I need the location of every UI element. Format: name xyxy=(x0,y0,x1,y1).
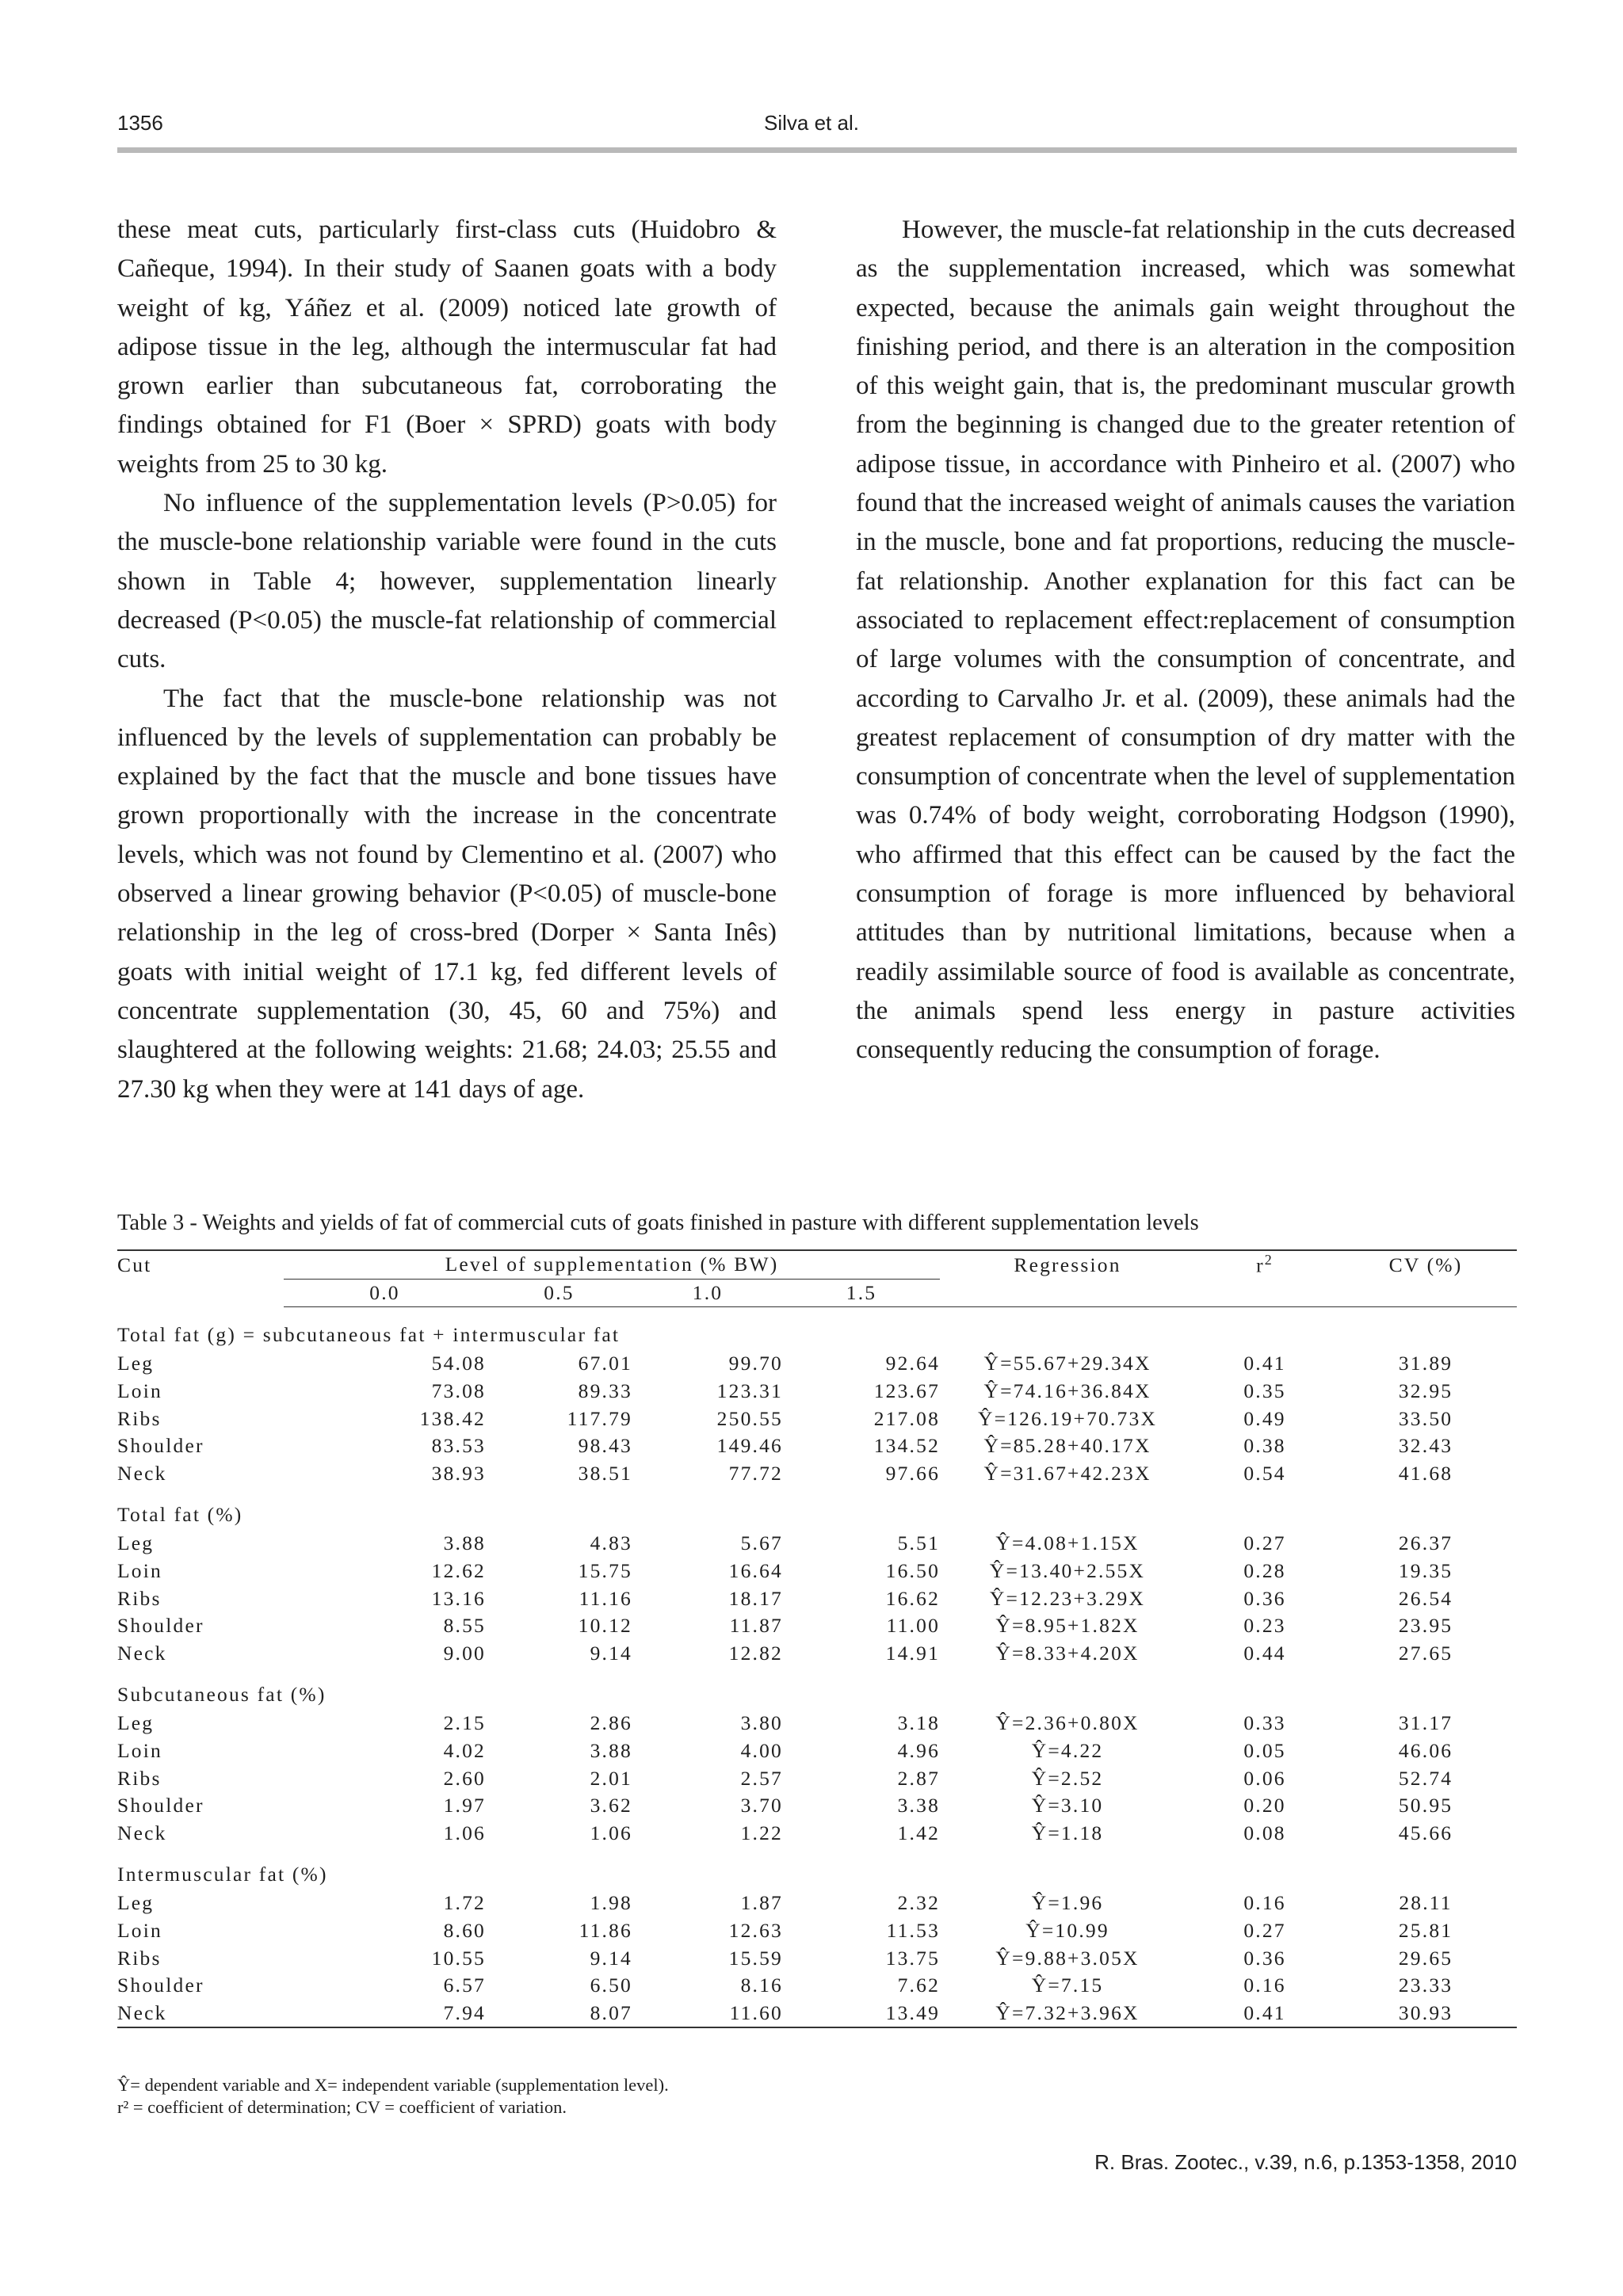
regression-cell: Ŷ=4.22 xyxy=(1031,1739,1104,1763)
r2-cell: 0.41 xyxy=(1243,1352,1286,1375)
table-notes xyxy=(117,2074,669,2119)
table-row xyxy=(117,1890,1517,1917)
cv-header: CV (%) xyxy=(1335,1250,1517,1279)
regression-cell: Ŷ=13.40+2.55X xyxy=(989,1559,1146,1583)
value-cell: 1.72 xyxy=(443,1891,486,1915)
regression-cell: Ŷ=74.16+36.84X xyxy=(983,1379,1151,1403)
level-header: Level of supplementation (% BW) xyxy=(284,1250,940,1279)
r2-cell: 0.20 xyxy=(1243,1794,1286,1817)
table-row xyxy=(117,1350,1517,1378)
cv-cell: 41.68 xyxy=(1398,1461,1453,1485)
table-row xyxy=(117,1405,1517,1432)
cv-cell: 27.65 xyxy=(1398,1641,1453,1665)
right-paragraph-1: However, the muscle-fat relationship in the cuts decreased as the supplementation increased, which was somewhat expected, because the animals gain weight throughout the finishing period, and there is an alteration in the composition of this weight gain, that is, the predominant muscular growth from the beginning is changed due to the greater retention of adipose tissue, in accordance with Pinheiro et al. (2007) who found that the increased weight of animals causes the variation in the muscle, bone and fat proportions, reducing the muscle-fat relationship. Another explanation for this fact can be associated to replacement effect:replacement of consumption of large volumes with the consumption of concentrate, and according to Carvalho Jr. et al. (2009), these animals had the greatest replacement of consumption of dry matter with the consumption of concentrate when the level of supplementation was 0.74% of body weight, corroborating Hodgson (1990), who affirmed that this effect can be caused by the fact the consumption of forage is more influenced by behavioral attitudes than by nutritional limitations, because when a readily assimilable source of food is available as concentrate, the animals spend less energy in pasture activities consequently reducing the consumption of forage. xyxy=(856,215,1515,1065)
regression-cell: Ŷ=9.88+3.05X xyxy=(995,1946,1140,1970)
running-head-author: Silva et al. xyxy=(764,111,859,135)
regression-cell: Ŷ=31.67+42.23X xyxy=(983,1461,1151,1485)
section-title: Total fat (g) = subcutaneous fat + intermuscular fat xyxy=(117,1323,621,1347)
section-title: Total fat (%) xyxy=(117,1503,243,1527)
value-cell: 4.83 xyxy=(590,1531,632,1555)
table-row xyxy=(117,1972,1517,2000)
table-row xyxy=(117,1792,1517,1820)
cv-cell: 50.95 xyxy=(1398,1794,1453,1817)
value-cell: 4.96 xyxy=(897,1739,941,1763)
value-cell: 12.63 xyxy=(728,1918,783,1942)
cut-cell: Leg xyxy=(117,1891,155,1915)
r2-superscript: 2 xyxy=(1264,1252,1274,1268)
left-paragraph-2: No influence of the supplementation levels (P>0.05) for the muscle-bone relationship variable were found in the cuts shown in Table 4; however, supplementation linearly decreased (P<0.05) the muscle-fat relationship of commercial cuts. xyxy=(117,489,777,674)
section-title-row xyxy=(117,1307,1517,1351)
table-row xyxy=(117,1612,1517,1640)
journal-citation: R. Bras. Zootec., v.39, n.6, p.1353-1358, 2010 xyxy=(1094,2150,1517,2174)
regression-cell: Ŷ=1.96 xyxy=(1031,1891,1104,1915)
cv-cell: 45.66 xyxy=(1398,1821,1453,1844)
value-cell: 3.70 xyxy=(740,1794,783,1817)
value-cell: 8.16 xyxy=(740,1974,783,1997)
cut-cell: Loin xyxy=(117,1379,162,1403)
value-cell: 11.53 xyxy=(886,1918,941,1942)
value-cell: 5.51 xyxy=(897,1531,941,1555)
value-cell: 217.08 xyxy=(873,1406,941,1430)
value-cell: 2.15 xyxy=(443,1711,486,1735)
value-cell: 117.79 xyxy=(567,1406,632,1430)
cut-cell: Loin xyxy=(117,1559,162,1583)
table-header-row xyxy=(117,1250,1517,1279)
value-cell: 99.70 xyxy=(728,1352,783,1375)
level-1: 0.5 xyxy=(486,1279,632,1307)
section-title: Intermuscular fat (%) xyxy=(117,1863,328,1886)
cut-cell: Neck xyxy=(117,1821,167,1844)
value-cell: 3.88 xyxy=(590,1739,632,1763)
cut-cell: Neck xyxy=(117,1461,167,1485)
cut-cell: Ribs xyxy=(117,1586,162,1610)
value-cell: 16.62 xyxy=(885,1586,941,1610)
value-cell: 16.64 xyxy=(728,1559,783,1583)
value-cell: 92.64 xyxy=(885,1352,941,1375)
regression-cell: Ŷ=12.23+3.29X xyxy=(989,1586,1146,1610)
cv-cell: 29.65 xyxy=(1398,1946,1453,1970)
regression-header: Regression xyxy=(940,1250,1195,1279)
left-paragraph-3: The fact that the muscle-bone relationship was not influenced by the levels of supplementation can probably be explained by the fact that the muscle and bone tissues have grown proportionally with the increase in the concentrate levels, which was not found by Clementino et al. (2007) who observed a linear growing behavior (P<0.05) of muscle-bone relationship in the leg of cross-bred (Dorper × Santa Inês) goats with initial weight of 17.1 kg, fed different levels of concentrate supplementation (30, 45, 60 and 75%) and slaughtered at the following weights: 21.68; 24.03; 25.55 and 27.30 kg when they were at 141 days of age. xyxy=(117,684,777,1104)
level-2: 1.0 xyxy=(632,1279,783,1307)
cut-cell: Leg xyxy=(117,1352,155,1375)
value-cell: 15.75 xyxy=(578,1559,632,1583)
value-cell: 38.93 xyxy=(431,1461,486,1485)
cv-cell: 28.11 xyxy=(1399,1891,1453,1915)
table-row xyxy=(117,1764,1517,1792)
value-cell: 11.86 xyxy=(579,1918,632,1942)
value-cell: 12.62 xyxy=(431,1559,486,1583)
r2-label: r xyxy=(1256,1253,1265,1277)
value-cell: 14.91 xyxy=(885,1641,941,1665)
r2-cell: 0.05 xyxy=(1243,1739,1286,1763)
value-cell: 7.62 xyxy=(897,1974,941,1997)
value-cell: 12.82 xyxy=(728,1641,783,1665)
r2-cell: 0.44 xyxy=(1243,1641,1286,1665)
cut-cell: Shoulder xyxy=(117,1614,204,1638)
value-cell: 9.14 xyxy=(590,1946,632,1970)
r2-cell: 0.49 xyxy=(1243,1406,1286,1430)
value-cell: 4.02 xyxy=(443,1739,486,1763)
regression-cell: Ŷ=7.15 xyxy=(1031,1974,1104,1997)
level-0: 0.0 xyxy=(284,1279,486,1307)
value-cell: 5.67 xyxy=(740,1531,783,1555)
value-cell: 1.22 xyxy=(740,1821,783,1844)
table-caption: Table 3 - Weights and yields of fat of commercial cuts of goats finished in pasture with different supplementation levels xyxy=(117,1211,1199,1235)
value-cell: 11.87 xyxy=(729,1614,783,1638)
r2-cell: 0.27 xyxy=(1243,1531,1286,1555)
value-cell: 98.43 xyxy=(578,1434,632,1458)
cv-cell: 31.17 xyxy=(1398,1711,1453,1735)
value-cell: 9.14 xyxy=(590,1641,632,1665)
cv-cell: 25.81 xyxy=(1398,1918,1453,1942)
r2-header xyxy=(1195,1250,1335,1279)
value-cell: 1.87 xyxy=(740,1891,783,1915)
r2-cell: 0.41 xyxy=(1195,1999,1335,2027)
cut-header: Cut xyxy=(117,1250,284,1279)
regression-cell: Ŷ=8.95+1.82X xyxy=(995,1614,1140,1638)
r2-cell: 0.06 xyxy=(1243,1766,1286,1790)
value-cell: 8.55 xyxy=(443,1614,486,1638)
cut-cell: Neck xyxy=(117,1999,284,2027)
table-row xyxy=(117,1917,1517,1945)
cv-cell: 19.35 xyxy=(1398,1559,1453,1583)
table-row xyxy=(117,1432,1517,1460)
value-cell: 6.57 xyxy=(443,1974,486,1997)
table-row xyxy=(117,1737,1517,1765)
value-cell: 123.31 xyxy=(716,1379,783,1403)
cut-cell: Loin xyxy=(117,1918,162,1942)
section-title: Subcutaneous fat (%) xyxy=(117,1683,327,1707)
value-cell: 3.38 xyxy=(897,1794,941,1817)
value-cell: 11.00 xyxy=(886,1614,941,1638)
cv-cell: 31.89 xyxy=(1398,1352,1453,1375)
regression-cell: Ŷ=126.19+70.73X xyxy=(977,1406,1158,1430)
cut-cell: Loin xyxy=(117,1739,162,1763)
cv-cell: 23.33 xyxy=(1398,1974,1453,1997)
value-cell: 11.60 xyxy=(632,1999,783,2027)
r2-cell: 0.36 xyxy=(1243,1586,1286,1610)
note-1: Ŷ= dependent variable and X= independent variable (supplementation level). xyxy=(117,2075,669,2095)
value-cell: 2.60 xyxy=(443,1766,486,1790)
section-title-row xyxy=(117,1667,1517,1710)
r2-cell: 0.08 xyxy=(1243,1821,1286,1844)
left-paragraph-1: these meat cuts, particularly first-class cuts (Huidobro & Cañeque, 1994). In their study of Saanen goats with a body weight of kg, Yáñez et al. (2009) noticed late growth of adipose tissue in the leg, although the intermuscular fat had grown earlier than subcutaneous fat, corroborating the findings obtained for F1 (Boer × SPRD) goats with body weights from 25 to 30 kg. xyxy=(117,215,777,479)
value-cell: 67.01 xyxy=(578,1352,632,1375)
value-cell: 16.50 xyxy=(885,1559,941,1583)
level-values-row xyxy=(117,1279,1517,1307)
cv-cell: 32.95 xyxy=(1398,1379,1453,1403)
data-table xyxy=(117,1249,1517,2028)
value-cell: 54.08 xyxy=(431,1352,486,1375)
value-cell: 2.01 xyxy=(590,1766,632,1790)
value-cell: 2.87 xyxy=(897,1766,941,1790)
value-cell: 123.67 xyxy=(873,1379,941,1403)
value-cell: 3.88 xyxy=(443,1531,486,1555)
section-title-row xyxy=(117,1487,1517,1530)
regression-cell: Ŷ=85.28+40.17X xyxy=(983,1434,1151,1458)
regression-cell: Ŷ=2.36+0.80X xyxy=(995,1711,1140,1735)
table-row xyxy=(117,1944,1517,1972)
cut-cell: Leg xyxy=(117,1711,155,1735)
cv-cell: 46.06 xyxy=(1398,1739,1453,1763)
value-cell: 4.00 xyxy=(740,1739,783,1763)
value-cell: 1.98 xyxy=(590,1891,632,1915)
cut-cell: Leg xyxy=(117,1531,155,1555)
r2-cell: 0.27 xyxy=(1243,1918,1286,1942)
value-cell: 11.16 xyxy=(579,1586,632,1610)
section-title-row xyxy=(117,1847,1517,1890)
value-cell: 2.32 xyxy=(897,1891,941,1915)
value-cell: 3.62 xyxy=(590,1794,632,1817)
value-cell: 18.17 xyxy=(728,1586,783,1610)
r2-cell: 0.16 xyxy=(1243,1974,1286,1997)
value-cell: 250.55 xyxy=(716,1406,783,1430)
value-cell: 97.66 xyxy=(885,1461,941,1485)
value-cell: 1.97 xyxy=(443,1794,486,1817)
cut-cell: Shoulder xyxy=(117,1794,204,1817)
regression-cell: Ŷ=2.52 xyxy=(1031,1766,1104,1790)
r2-cell: 0.38 xyxy=(1243,1434,1286,1458)
cut-cell: Shoulder xyxy=(117,1434,204,1458)
r2-cell: 0.35 xyxy=(1243,1379,1286,1403)
table-row xyxy=(117,1820,1517,1848)
value-cell: 73.08 xyxy=(431,1379,486,1403)
value-cell: 2.86 xyxy=(590,1711,632,1735)
value-cell: 1.06 xyxy=(590,1821,632,1844)
value-cell: 13.49 xyxy=(783,1999,940,2027)
regression-cell: Ŷ=10.99 xyxy=(1025,1918,1109,1942)
value-cell: 149.46 xyxy=(716,1434,783,1458)
regression-cell: Ŷ=4.08+1.15X xyxy=(995,1531,1140,1555)
r2-cell: 0.36 xyxy=(1243,1946,1286,1970)
cv-cell: 26.37 xyxy=(1398,1531,1453,1555)
cv-cell: 32.43 xyxy=(1398,1434,1453,1458)
regression-cell: Ŷ=55.67+29.34X xyxy=(983,1352,1151,1375)
value-cell: 89.33 xyxy=(578,1379,632,1403)
value-cell: 8.60 xyxy=(443,1918,486,1942)
value-cell: 13.16 xyxy=(431,1586,486,1610)
note-2: r² = coefficient of determination; CV = coefficient of variation. xyxy=(117,2097,567,2117)
value-cell: 10.12 xyxy=(578,1614,632,1638)
r2-cell: 0.16 xyxy=(1243,1891,1286,1915)
table-row xyxy=(117,1460,1517,1488)
cv-cell: 30.93 xyxy=(1335,1999,1517,2027)
cut-cell: Ribs xyxy=(117,1406,162,1430)
value-cell: 15.59 xyxy=(728,1946,783,1970)
value-cell: 2.57 xyxy=(740,1766,783,1790)
value-cell: 6.50 xyxy=(590,1974,632,1997)
regression-cell: Ŷ=8.33+4.20X xyxy=(995,1641,1140,1665)
r2-cell: 0.33 xyxy=(1243,1711,1286,1735)
cv-cell: 23.95 xyxy=(1398,1614,1453,1638)
page-number: 1356 xyxy=(117,111,163,135)
r2-cell: 0.54 xyxy=(1243,1461,1286,1485)
value-cell: 8.07 xyxy=(486,1999,632,2027)
cut-cell: Neck xyxy=(117,1641,167,1665)
cut-cell: Shoulder xyxy=(117,1974,204,1997)
right-column xyxy=(856,211,1515,1070)
left-column xyxy=(117,211,777,1109)
cv-cell: 52.74 xyxy=(1398,1766,1453,1790)
table-row xyxy=(117,1640,1517,1668)
cv-cell: 26.54 xyxy=(1398,1586,1453,1610)
value-cell: 3.18 xyxy=(897,1711,941,1735)
value-cell: 7.94 xyxy=(284,1999,486,2027)
value-cell: 138.42 xyxy=(419,1406,486,1430)
value-cell: 134.52 xyxy=(873,1434,941,1458)
value-cell: 9.00 xyxy=(443,1641,486,1665)
cut-cell: Ribs xyxy=(117,1766,162,1790)
value-cell: 13.75 xyxy=(885,1946,941,1970)
regression-cell: Ŷ=1.18 xyxy=(1031,1821,1104,1844)
r2-cell: 0.23 xyxy=(1243,1614,1286,1638)
cut-cell: Ribs xyxy=(117,1946,162,1970)
regression-cell: Ŷ=3.10 xyxy=(1031,1794,1104,1817)
table-row xyxy=(117,1558,1517,1585)
table-row xyxy=(117,1710,1517,1737)
value-cell: 83.53 xyxy=(431,1434,486,1458)
table-row xyxy=(117,1378,1517,1405)
r2-cell: 0.28 xyxy=(1243,1559,1286,1583)
value-cell: 3.80 xyxy=(740,1711,783,1735)
table-row xyxy=(117,1530,1517,1558)
value-cell: 77.72 xyxy=(728,1461,783,1485)
table-row xyxy=(117,1585,1517,1612)
value-cell: 10.55 xyxy=(431,1946,486,1970)
cv-cell: 33.50 xyxy=(1398,1406,1453,1430)
table-row xyxy=(117,1999,1517,2027)
value-cell: 38.51 xyxy=(578,1461,632,1485)
regression-cell: Ŷ=7.32+3.96X xyxy=(940,1999,1195,2027)
level-3: 1.5 xyxy=(783,1279,940,1307)
value-cell: 1.42 xyxy=(897,1821,941,1844)
value-cell: 1.06 xyxy=(443,1821,486,1844)
header-rule xyxy=(117,147,1517,153)
